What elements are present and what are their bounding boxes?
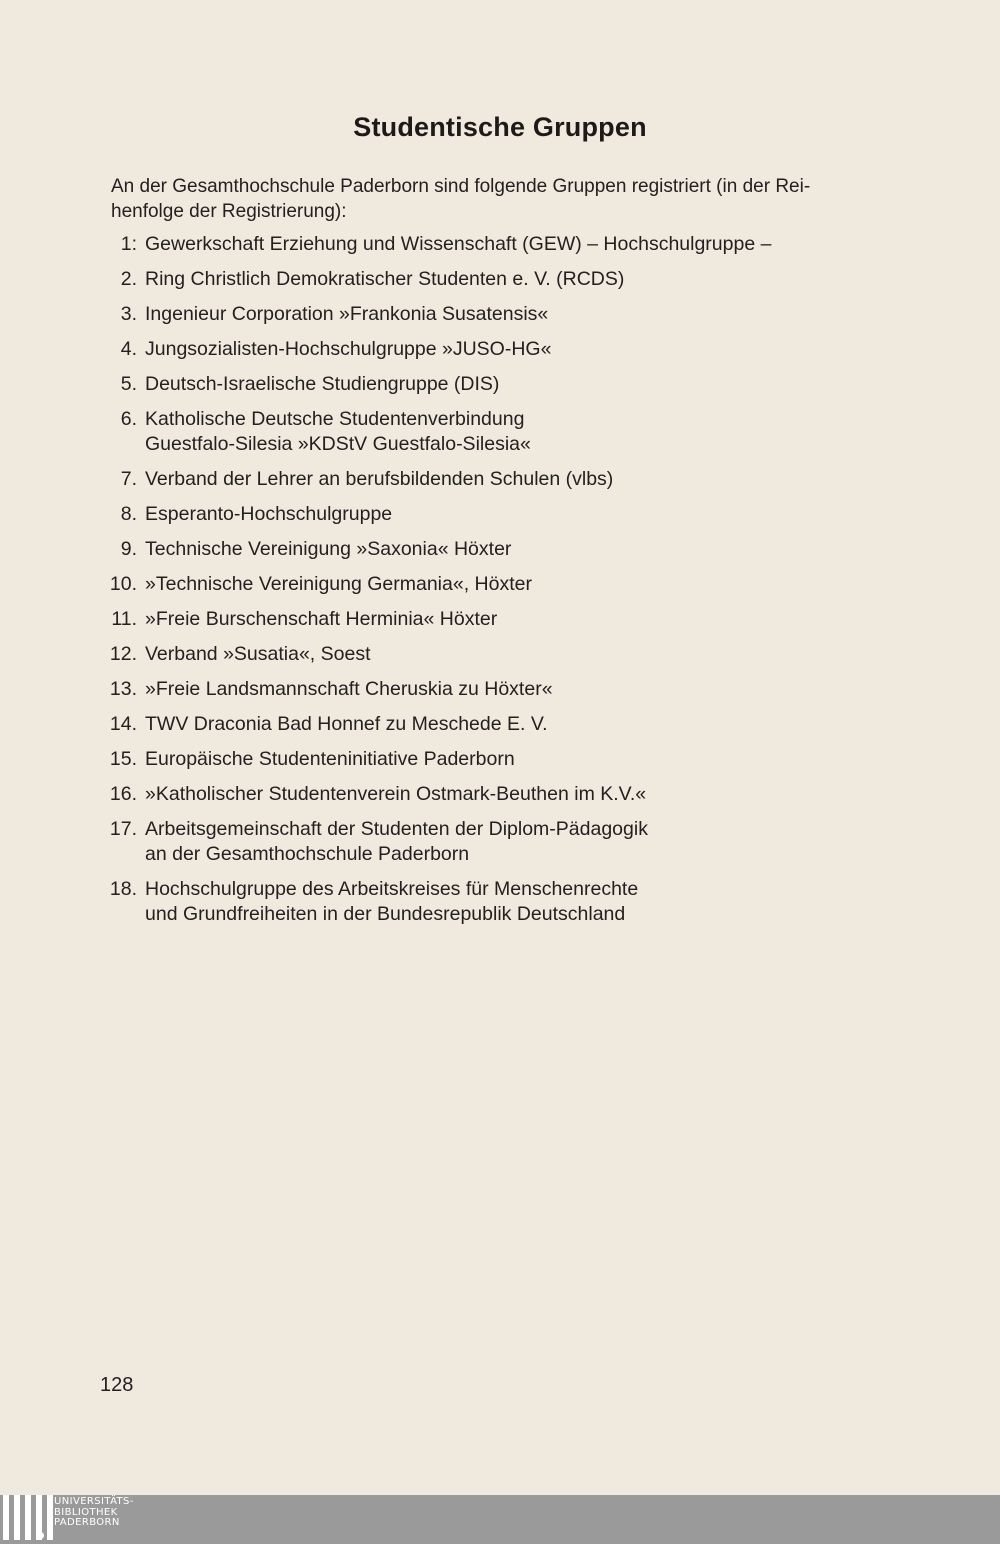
item-text: Ingenieur Corporation »Frankonia Susatensis« [145,303,549,325]
intro-line: henfolge der Registrierung): [111,201,347,222]
library-logo-icon [3,1495,53,1540]
list-item [95,407,875,457]
item-number: 1: [120,233,137,255]
item-text-continued: an der Gesamthochschule Paderborn [145,843,470,865]
list-item [95,302,875,327]
logo-dot-icon [37,1532,44,1539]
item-text: »Freie Landsmannschaft Cheruskia zu Höxter« [145,678,553,700]
list-item [95,877,875,927]
item-number: 3. [120,303,137,325]
list-item [95,747,875,772]
item-number: 9. [120,538,137,560]
list-item [95,372,875,397]
item-number: 16. [109,783,137,805]
logo-line: BIBLIOTHEK [54,1506,118,1518]
item-text: Jungsozialisten-Hochschulgruppe »JUSO-HG« [145,338,552,360]
item-number: 7. [120,468,137,490]
item-text: »Technische Vereinigung Germania«, Höxter [145,573,532,595]
item-text: TWV Draconia Bad Honnef zu Meschede E. V. [145,713,548,735]
list-item [95,572,875,597]
item-text: »Freie Burschenschaft Herminia« Höxter [145,608,498,630]
list-item [95,677,875,702]
intro-line: An der Gesamthochschule Paderborn sind folgende Gruppen registriert (in der Rei- [111,176,811,197]
item-text: Katholische Deutsche Studentenverbindung [145,408,525,430]
page-number: 128 [100,1374,134,1396]
list-item [95,817,875,867]
list-item [95,337,875,362]
list-item [95,502,875,527]
item-text: Ring Christlich Demokratischer Studenten e. V. (RCDS) [145,268,625,290]
item-number: 14. [109,713,137,735]
item-number: 2. [120,268,137,290]
item-text: Verband der Lehrer an berufsbildenden Schulen (vlbs) [145,468,614,490]
item-text: Technische Vereinigung »Saxonia« Höxter [145,538,512,560]
item-text-continued: Guestfalo-Silesia »KDStV Guestfalo-Silesia« [145,433,531,455]
item-text: Verband »Susatia«, Soest [145,643,371,665]
list-item [95,232,875,257]
item-number: 8. [120,503,137,525]
library-footer-bar [0,1495,1000,1544]
list-item [95,607,875,632]
item-number: 18. [109,878,137,900]
list-item [95,782,875,807]
item-number: 15. [109,748,137,770]
item-number: 5. [120,373,137,395]
item-number: 12. [109,643,137,665]
item-number: 10. [109,573,137,595]
item-number: 13. [109,678,137,700]
list-item [95,467,875,492]
item-number: 11. [111,608,137,630]
list-item [95,712,875,737]
group-list [95,232,875,937]
list-item [95,642,875,667]
item-text: »Katholischer Studentenverein Ostmark-Beuthen im K.V.« [145,783,647,805]
logo-line: UNIVERSITÄTS- [54,1496,134,1507]
item-text: Arbeitsgemeinschaft der Studenten der Diplom-Pädagogik [145,818,648,840]
logo-line: PADERBORN [54,1517,120,1528]
item-text: Gewerkschaft Erziehung und Wissenschaft (GEW) – Hochschulgruppe – [145,233,772,255]
item-number: 6. [120,408,137,430]
page-title: Studentische Gruppen [353,112,647,142]
list-item [95,267,875,292]
list-item [95,537,875,562]
item-text-continued: und Grundfreiheiten in der Bundesrepublik Deutschland [145,903,626,925]
intro-paragraph [111,174,891,224]
item-number: 17. [109,818,137,840]
item-text: Esperanto-Hochschulgruppe [145,503,393,525]
item-number: 4. [120,338,137,360]
item-text: Deutsch-Israelische Studiengruppe (DIS) [145,373,500,395]
library-logo-text [54,1497,134,1529]
item-text: Hochschulgruppe des Arbeitskreises für Menschenrechte [145,878,639,900]
item-text: Europäische Studenteninitiative Paderborn [145,748,515,770]
